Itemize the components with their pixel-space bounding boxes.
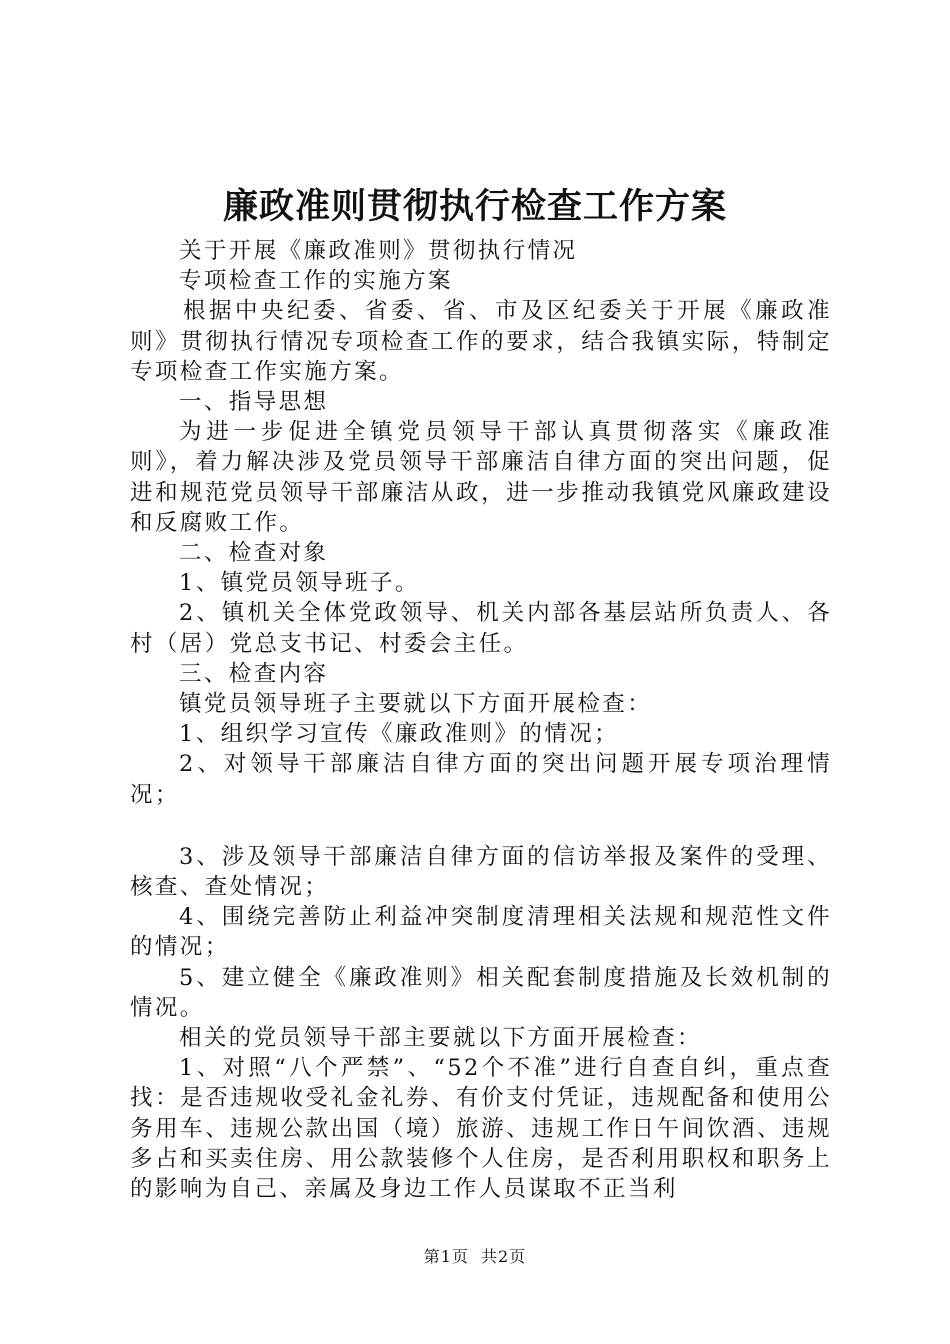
list-item: 1、镇党员领导班子。 [179, 570, 420, 597]
guiding-thought-paragraph: 为进一步促进全镇党员领导干部认真贯彻落实《廉政准则》，着力解决涉及党员领导干部廉洁自律方面的突出问题，促进和规范党员领导干部廉洁从政，进一步推动我镇党风廉政建设和反腐败工作。 [130, 419, 832, 536]
page-number: 第1页 [423, 1247, 469, 1266]
page-footer [0, 1244, 950, 1267]
subtitle-line-2: 专项检查工作的实施方案 [179, 268, 453, 295]
document-title: 廉政准则贯彻执行检查工作方案 [222, 186, 727, 227]
list-item: 3、涉及领导干部廉洁自律方面的信访举报及案件的受理、核查、查处情况； [130, 843, 832, 901]
sub-intro-paragraph: 镇党员领导班子主要就以下方面开展检查： [179, 691, 653, 718]
page-total: 共2页 [481, 1247, 527, 1266]
section-heading-3: 三、检查内容 [179, 660, 329, 687]
list-item: 2、镇机关全体党政领导、机关内部各基层站所负责人、各村（居）党总支书记、村委会主任。 [130, 600, 832, 657]
blank-line [130, 810, 832, 842]
list-item: 1、对照“八个严禁”、“52个不准”进行自查自纠，重点查找：是否违规收受礼金礼券、有价支付凭证，违规配备和使用公务用车、违规公款出国（境）旅游、违规工作日午间饮酒、违规多占和买卖住房、用公款装修个人住房，是否利用职权和职务上的影响为自己、亲属及身边工作人员谋取不正当利 [130, 1055, 832, 1203]
intro-paragraph: 根据中央纪委、省委、省、市及区纪委关于开展《廉政准则》贯彻执行情况专项检查工作的要求，结合我镇实际，特制定专项检查工作实施方案。 [130, 298, 832, 385]
sub-intro-paragraph: 相关的党员领导干部主要就以下方面开展检查： [179, 1025, 702, 1052]
list-item: 1、组织学习宣传《廉政准则》的情况； [179, 721, 620, 748]
section-heading-1: 一、指导思想 [179, 389, 329, 416]
subtitle-line-1: 关于开展《廉政准则》贯彻执行情况 [179, 238, 578, 264]
list-item: 5、建立健全《廉政准则》相关配套制度措施及长效机制的情况。 [130, 964, 832, 1021]
section-heading-2: 二、检查对象 [179, 540, 329, 567]
document-body [130, 236, 832, 1204]
list-item: 2、对领导干部廉洁自律方面的突出问题开展专项治理情况； [130, 751, 832, 808]
list-item: 4、围绕完善防止利益冲突制度清理相关法规和规范性文件的情况； [130, 904, 832, 961]
